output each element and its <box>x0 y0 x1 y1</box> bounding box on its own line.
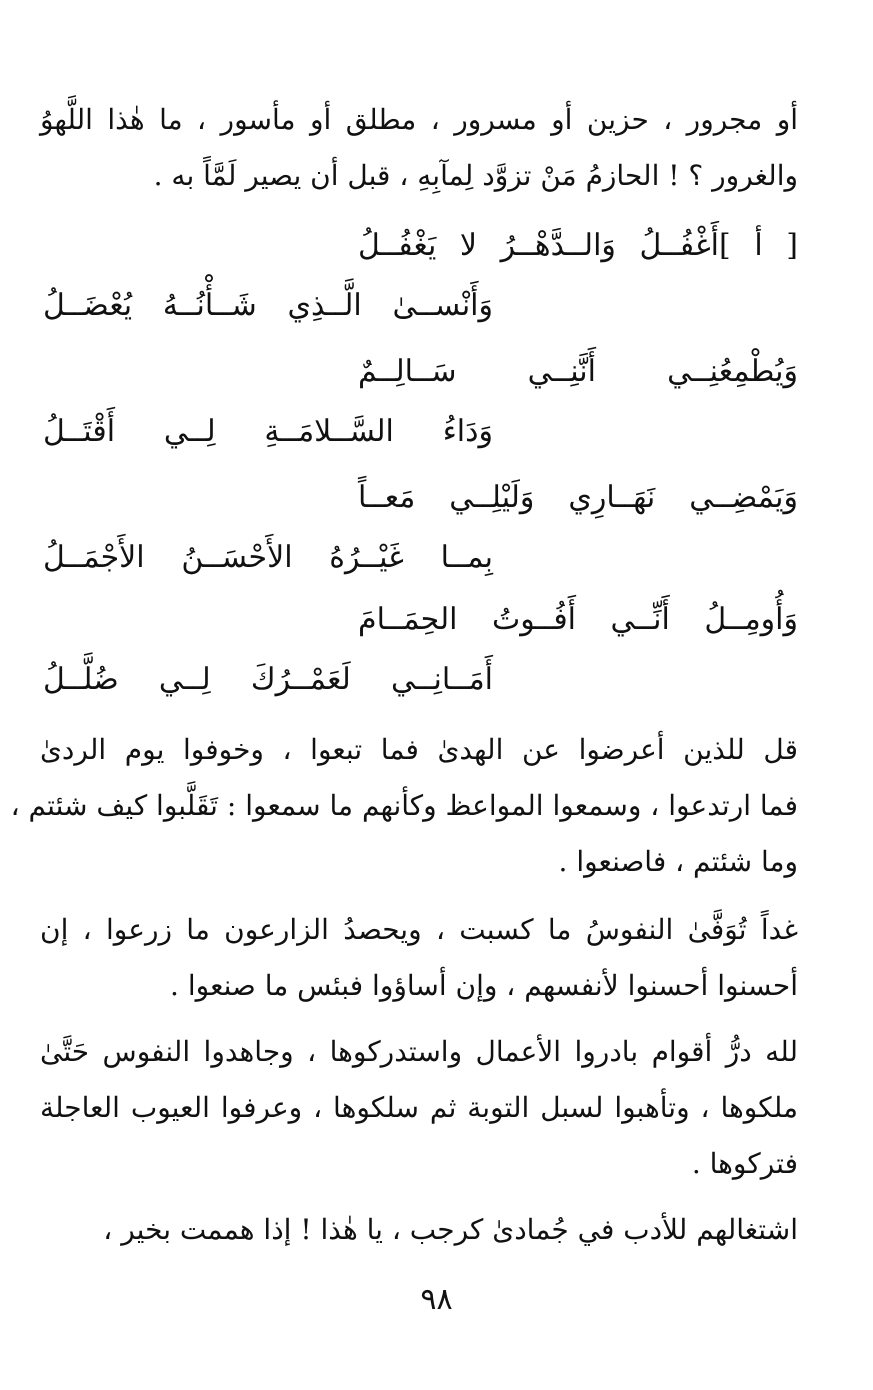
verse-line-5: وَيَمْضِــي نَهَــارِي وَلَيْلِــي مَعــاً <box>358 480 798 515</box>
paragraph-2-line-2: فما ارتدعوا ، وسمعوا المواعظ وكأنهم ما سمعوا : تَقَلَّبوا كيف شئتم ، <box>10 789 798 822</box>
verse-line-6: بِمــا غَيْــرُهُ الأَحْسَــنُ الأَجْمَــلُ <box>43 540 493 575</box>
paragraph-4-line-1: لله درُّ أقوام بادروا الأعمال واستدركوها ، وجاهدوا النفوس حَتَّىٰ <box>40 1035 798 1068</box>
paragraph-3-line-2: أحسنوا أحسنوا لأنفسهم ، وإن أساؤوا فبئس ما صنعوا . <box>170 969 798 1002</box>
verse-line-8: أَمَــانِــي لَعَمْــرُكَ لِــي ضُلَّــلُ <box>43 662 493 697</box>
paragraph-4-line-3: فتركوها . <box>691 1147 798 1180</box>
paragraph-5-line-1: اشتغالهم للأدب في جُمادىٰ كرجب ، يا هٰذا ! إذا هممت بخير ، <box>103 1213 798 1246</box>
verse-line-7: وَأُومِــلُ أَنِّــي أَفُــوتُ الحِمَــامَ <box>358 602 798 637</box>
verse-line-4: وَدَاءُ السَّــلامَــةِ لِــي أَقْتَــلُ <box>43 414 493 449</box>
paragraph-2-line-3: وما شئتم ، فاصنعوا . <box>558 845 798 878</box>
verse-line-3: وَيُطْمِعُنِــي أَنَّنِــي سَــالِــمٌ <box>358 354 798 389</box>
paragraph-1-line-1: أو مجرور ، حزين أو مسرور ، مطلق أو مأسور ، ما هٰذا اللَّهوُ <box>40 103 798 136</box>
verse-line-1: [ أ ]أَغْفُــلُ وَالــدَّهْــرُ لا يَغْفُــلُ <box>358 228 798 263</box>
verse-line-2: وَأَنْســىٰ الَّــذِي شَــأْنُــهُ يُعْضَــلُ <box>43 288 493 323</box>
paragraph-3-line-1: غداً تُوَفَّىٰ النفوسُ ما كسبت ، ويحصدُ الزارعون ما زرعوا ، إن <box>40 913 798 946</box>
paragraph-1-line-2: والغرور ؟ ! الحازمُ مَنْ تزوَّد لِمآبِهِ ، قبل أن يصير لَمَّاً به . <box>153 159 798 192</box>
paragraph-2-line-1: قل للذين أعرضوا عن الهدىٰ فما تبعوا ، وخوفوا يوم الردىٰ <box>40 733 798 766</box>
paragraph-4-line-2: ملكوها ، وتأهبوا لسبل التوبة ثم سلكوها ، وعرفوا العيوب العاجلة <box>40 1091 798 1124</box>
page-number: ٩٨ <box>420 1282 453 1317</box>
